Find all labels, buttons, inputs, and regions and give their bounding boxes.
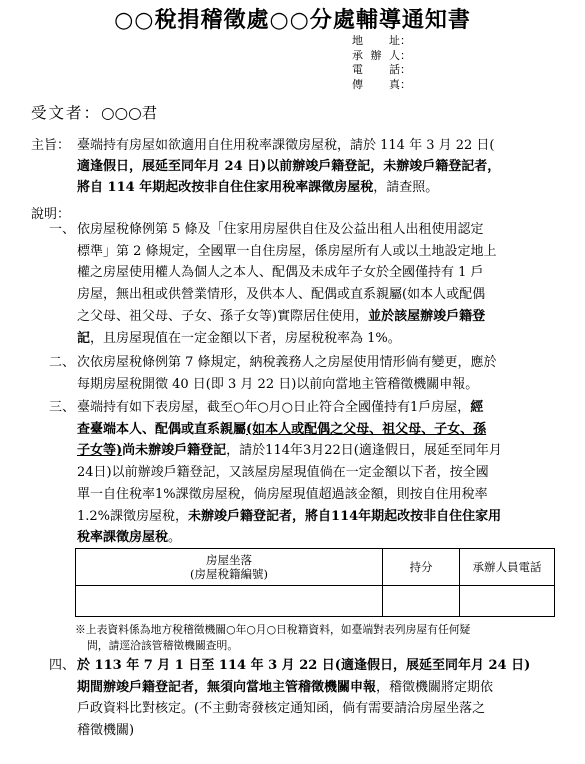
subject-line: 適逢假日，展延至同年月 24 日)以前辦竣戶籍登記，未辦竣戶籍登記者， [77,159,501,174]
subject-line: 將自 114 年期起改按非自住住家用稅率課徵房屋稅，請查照。 [77,180,439,195]
item-number: 四、 [48,658,75,673]
meta-fax: 傳真 ： [352,77,411,91]
property-table [75,548,555,617]
table-note: ※上表資料係為地方稅稽徵機關○年○月○日稅籍資料，如臺端對表列房屋有任何疑 問，請逕洽該管稽徵機關查明。 [75,623,471,652]
item-text: 依房屋稅條例第 5 條及「住家用房屋供自住及公益出租人出租使用認定 標準」第 2 條規定，全國單一自住房屋，係房屋所有人或以土地設定地上 權之房屋使用權人為個人之本人、配偶及未成年子女於全國僅持有 1 戶 房屋，無出租或供營業情形，及供本人、配偶或直系親屬(如本人或配偶 之父母、祖父母、子女、孫子女等)實際居住使用，並於該屋辦竣戶籍登 記，且房屋現值在一定金額以下者，房屋稅稅率為 1%。 [77,222,497,346]
meta-officer: 承辦人 ： [352,48,411,62]
subject-body [77,135,553,198]
subject-label: 主旨： [31,138,71,153]
table-cell [76,586,383,617]
recipient-name: ○○○君 [101,104,158,122]
item-text: 於 113 年 7 月 1 日至 114 年 3 月 22 日(適逢假日，展延至同年月 24 日) 期間辦竣戶籍登記者，無須向當地主管稽徵機關申報，稽徵機關將定期依 戶政資料比對核定。(不主動寄發核定通知函，倘有需要請洽房屋坐落之 稽徵機關) [77,658,531,739]
office-contact-block [352,34,410,92]
meta-address: 地址 ： [352,34,411,47]
subject-bold: 將自 114 年期起改按非自住住家用稅率課徵房屋稅 [77,180,374,195]
table-header-row [76,549,555,586]
meta-phone: 電話 ： [352,63,411,76]
meta-label: 電話 [352,63,400,76]
table-cell [383,586,460,617]
item-number: 二、 [48,355,75,370]
header-officer-phone: 承辦人員電話 [460,549,555,586]
meta-label: 傳真 [352,77,400,91]
recipient [31,101,157,123]
header-property-location: 房屋坐落 (房屋稅籍編號) [76,549,383,586]
item-number: 一、 [48,222,75,237]
explanation-label: 說明： [31,207,71,222]
item-text: 次依房屋稅條例第 7 條規定，納稅義務人之房屋使用情形倘有變更，應於 每期房屋稅開徵 40 日(即 3 月 22 日)以前向當地主管稽徵機關申報。 [77,355,497,392]
item-text: 臺端持有如下表房屋，截至○年○月○日止符合全國僅持有1戶房屋，經 查臺端本人、配偶或直系親屬(如本人或配偶之父母、祖父母、子女、孫 子女等)尚未辦竣戶籍登記，請於114年3月22日(適逢假日，展延至同年月 24日)以前辦竣戶籍登記，又該屋房屋現值倘在一定金額以下者，按全國 單一自住稅率1%課徵房屋稅，倘房屋現值超過該金額，則按自住用稅率 1.2%課徵房屋稅，未辦竣戶籍登記者，將自114年期起改按非自住住家用 稅率課徵房屋稅。 [77,400,502,546]
subject-line: 臺端持有房屋如欲適用自住用稅率課徵房屋稅，請於 114 年 3 月 22 日( [77,138,495,153]
document-title: ○○稅捐稽徵處○○分處輔導通知書 [114,7,471,33]
table-row [76,586,555,617]
meta-label: 承辦人 [352,48,400,62]
header-share: 持分 [383,549,460,586]
meta-label: 地址 [352,34,400,47]
recipient-label: 受文者： [31,104,102,122]
item-number: 三、 [48,400,75,415]
table-cell [460,586,555,617]
